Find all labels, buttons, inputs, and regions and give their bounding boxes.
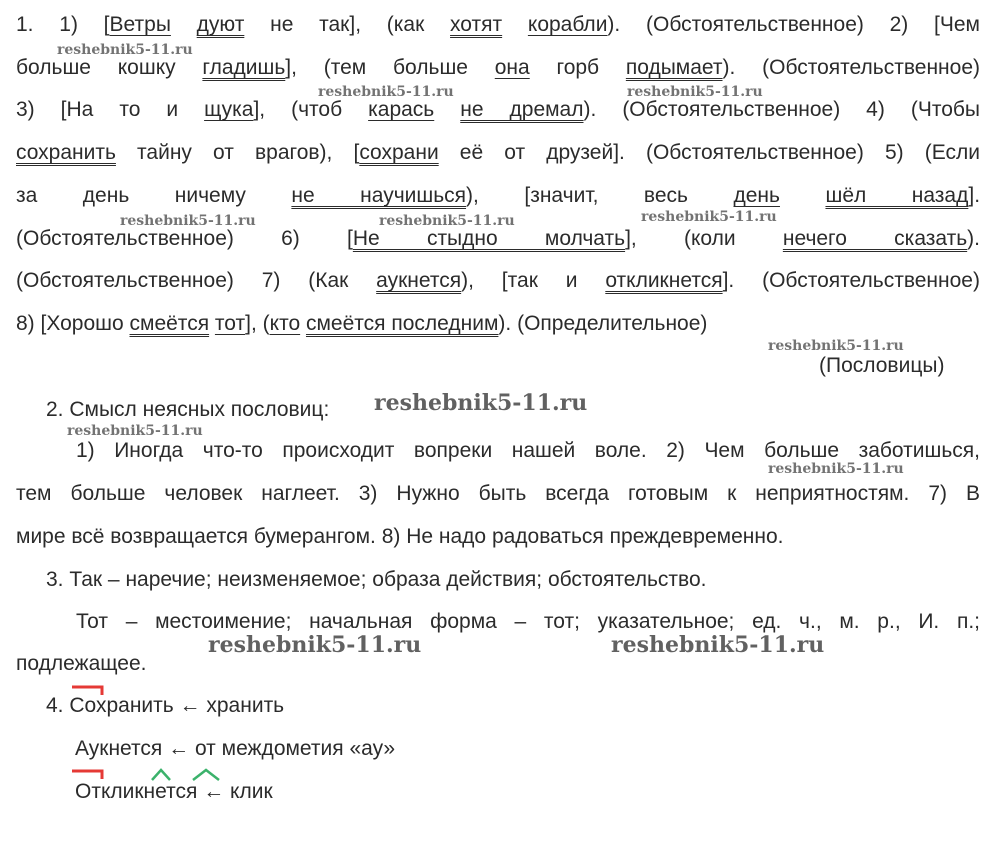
- predicate-word: подымает: [625, 56, 723, 79]
- text-fragment: [171, 13, 197, 36]
- text-fragment: ], (чтоб: [253, 98, 369, 121]
- text-fragment: горб: [529, 56, 626, 79]
- subject-word: Ветры: [109, 13, 171, 36]
- subject-word: щука: [204, 98, 254, 121]
- watermark: reshebnik5-11.ru: [611, 632, 825, 658]
- text-line: подлежащее.: [16, 652, 147, 675]
- text-fragment: больше кошку: [16, 56, 203, 79]
- text-fragment: ], (тем больше: [285, 56, 495, 79]
- text-fragment: ).: [967, 227, 980, 250]
- watermark: reshebnik5-11.ru: [768, 461, 904, 477]
- text-fragment: ). (Обстоятельственное) 4) (Чтобы: [583, 98, 981, 121]
- text-line: [16, 55, 980, 81]
- proverbs-source: (Пословицы): [819, 354, 945, 377]
- text-fragment: тайну от врагов), [: [115, 141, 360, 164]
- watermark: reshebnik5-11.ru: [318, 84, 454, 100]
- text-fragment: [434, 98, 460, 121]
- text-line: [16, 12, 980, 38]
- word-formation-line: [46, 693, 284, 719]
- text-fragment: тем больше человек наглеет. 3) Нужно быть всегда готовым к неприятностям. 7) В: [16, 482, 980, 505]
- text-fragment: ].: [968, 184, 981, 207]
- text-line: [16, 140, 980, 166]
- predicate-word: Не стыдно молчать: [352, 227, 626, 250]
- text-fragment: [502, 13, 528, 36]
- text-fragment: (Обстоятельственное) 6) [: [16, 227, 353, 250]
- predicate-word: аукнется: [376, 269, 462, 292]
- text-fragment: ). (Обстоятельственное): [722, 56, 980, 79]
- text-line: [16, 183, 980, 209]
- text-fragment: не так], (как: [244, 13, 451, 36]
- word-formation-line: Откликнется ← клик: [75, 780, 273, 803]
- text-line: [16, 481, 980, 507]
- text-fragment: за день ничему: [16, 184, 292, 207]
- predicate-word: смеётся: [129, 312, 210, 335]
- predicate-word: не дремал: [460, 98, 584, 121]
- predicate-word: сохранить: [16, 141, 116, 164]
- predicate-word: не научишься: [291, 184, 467, 207]
- word-formation-line: Аукнется ← от междометия «ау»: [75, 737, 396, 760]
- text-fragment: ], (коли: [625, 227, 783, 250]
- predicate-word: откликнется: [605, 269, 723, 292]
- predicate-word: гладишь: [202, 56, 286, 79]
- watermark: reshebnik5-11.ru: [768, 338, 904, 354]
- suffix-mark-icon: [190, 767, 222, 783]
- text-fragment: [780, 184, 826, 207]
- text-fragment: ). (Обстоятельственное) 2) [Чем: [607, 13, 980, 36]
- text-fragment: ), [значит, весь: [466, 184, 734, 207]
- predicate-word: хотят: [450, 13, 503, 36]
- subject-word: корабли: [527, 13, 608, 36]
- item-number: 4.: [46, 694, 70, 717]
- subject-word: день: [733, 184, 780, 207]
- text-fragment: (Обстоятельственное) 7) (Как: [16, 269, 377, 292]
- text-fragment: ), [так и: [461, 269, 606, 292]
- text-line: [16, 226, 980, 252]
- subject-word: карась: [368, 98, 435, 121]
- subject-word: тот: [214, 312, 246, 335]
- watermark: reshebnik5-11.ru: [57, 42, 193, 58]
- predicate-word: сохрани: [359, 141, 439, 164]
- text-line: мире всё возвращается бумерангом. 8) Не надо радоваться преждевременно.: [16, 525, 784, 548]
- subject-word: кто: [269, 312, 301, 335]
- watermark: reshebnik5-11.ru: [379, 213, 515, 229]
- text-line: [16, 97, 980, 123]
- suffix-mark-icon: [148, 767, 174, 783]
- text-fragment: Тот – местоимение; начальная форма – тот; указательное; ед. ч., м. р., И. п.;: [76, 610, 980, 633]
- subject-word: она: [494, 56, 530, 79]
- word-formation: Сохранить ← хранить: [69, 694, 285, 717]
- text-line: 3. Так – наречие; неизменяемое; образа действия; обстоятельство.: [46, 568, 707, 591]
- predicate-word: дуют: [196, 13, 245, 36]
- text-line: [16, 268, 980, 294]
- predicate-word: нечего сказать: [782, 227, 968, 250]
- text-fragment: 1. 1) [: [16, 13, 110, 36]
- watermark: reshebnik5-11.ru: [67, 423, 203, 439]
- section-2-title: 2. Смысл неясных пословиц:: [46, 398, 330, 421]
- text-fragment: её от друзей]. (Обстоятельственное) 5) (Если: [438, 141, 980, 164]
- watermark: reshebnik5-11.ru: [120, 213, 256, 229]
- watermark: reshebnik5-11.ru: [627, 84, 763, 100]
- text-fragment: 8) [Хорошо: [16, 312, 130, 335]
- watermark: reshebnik5-11.ru: [208, 632, 422, 658]
- prefix-mark-icon: [70, 768, 106, 780]
- text-fragment: 1) Иногда что-то происходит вопреки нашей воле. 2) Чем больше заботишься,: [76, 439, 980, 462]
- text-fragment: ]. (Обстоятельственное): [722, 269, 980, 292]
- predicate-word: шёл назад: [825, 184, 969, 207]
- watermark: reshebnik5-11.ru: [374, 390, 588, 416]
- predicate-word: смеётся последним: [305, 312, 499, 335]
- text-line: [16, 311, 707, 337]
- text-fragment: 3) [На то и: [16, 98, 205, 121]
- prefix-mark-icon: [70, 684, 106, 696]
- text-fragment: ). (Определительное): [498, 312, 708, 335]
- watermark: reshebnik5-11.ru: [641, 209, 777, 225]
- text-fragment: ], (: [245, 312, 270, 335]
